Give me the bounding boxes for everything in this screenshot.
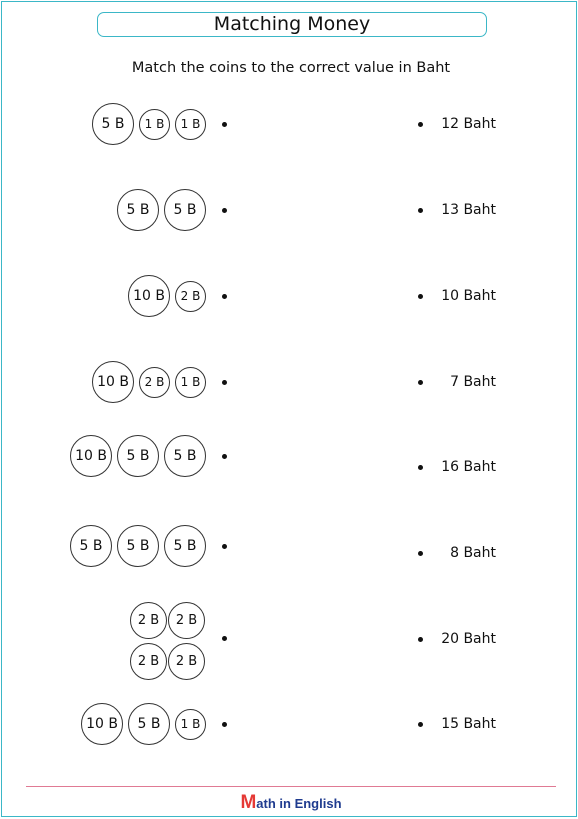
baht-value-label: 10 Baht	[441, 288, 496, 304]
coin-5b: 5 B	[164, 189, 206, 231]
coin-2b: 2 B	[130, 643, 167, 680]
right-match-dot[interactable]	[418, 551, 423, 556]
left-match-dot[interactable]	[222, 208, 227, 213]
coin-2b: 2 B	[175, 281, 206, 312]
coin-1b: 1 B	[175, 109, 206, 140]
coin-2b: 2 B	[130, 602, 167, 639]
left-match-dot[interactable]	[222, 636, 227, 641]
coin-5b: 5 B	[92, 103, 134, 145]
worksheet-page	[1, 1, 577, 817]
baht-value-label: 7 Baht	[450, 374, 496, 390]
right-match-dot[interactable]	[418, 465, 423, 470]
coin-2b: 2 B	[139, 367, 170, 398]
right-match-dot[interactable]	[418, 637, 423, 642]
right-match-dot[interactable]	[418, 294, 423, 299]
left-match-dot[interactable]	[222, 722, 227, 727]
worksheet-title: Matching Money	[97, 12, 487, 37]
right-match-dot[interactable]	[418, 122, 423, 127]
baht-value-label: 8 Baht	[450, 545, 496, 561]
coin-5b: 5 B	[164, 435, 206, 477]
baht-value-label: 12 Baht	[441, 116, 496, 132]
coin-1b: 1 B	[175, 709, 206, 740]
left-match-dot[interactable]	[222, 544, 227, 549]
coin-5b: 5 B	[117, 189, 159, 231]
coin-1b: 1 B	[139, 109, 170, 140]
left-match-dot[interactable]	[222, 122, 227, 127]
coin-10b: 10 B	[128, 275, 170, 317]
coin-2b: 2 B	[168, 643, 205, 680]
right-match-dot[interactable]	[418, 208, 423, 213]
coin-1b: 1 B	[175, 367, 206, 398]
coin-5b: 5 B	[117, 435, 159, 477]
brand-text: ath in English	[256, 796, 342, 811]
left-match-dot[interactable]	[222, 294, 227, 299]
coin-10b: 10 B	[81, 703, 123, 745]
baht-value-label: 16 Baht	[441, 459, 496, 475]
coin-5b: 5 B	[128, 703, 170, 745]
instructions-text: Match the coins to the correct value in Baht	[131, 60, 451, 76]
coin-2b: 2 B	[168, 602, 205, 639]
coin-5b: 5 B	[117, 525, 159, 567]
brand-logo	[2, 792, 578, 814]
footer-divider	[26, 786, 556, 787]
coin-10b: 10 B	[70, 435, 112, 477]
coin-5b: 5 B	[164, 525, 206, 567]
baht-value-label: 15 Baht	[441, 716, 496, 732]
coin-10b: 10 B	[92, 361, 134, 403]
left-match-dot[interactable]	[222, 454, 227, 459]
right-match-dot[interactable]	[418, 722, 423, 727]
baht-value-label: 13 Baht	[441, 202, 496, 218]
left-match-dot[interactable]	[222, 380, 227, 385]
coin-5b: 5 B	[70, 525, 112, 567]
baht-value-label: 20 Baht	[441, 631, 496, 647]
brand-letter-m: M	[240, 792, 257, 813]
right-match-dot[interactable]	[418, 380, 423, 385]
